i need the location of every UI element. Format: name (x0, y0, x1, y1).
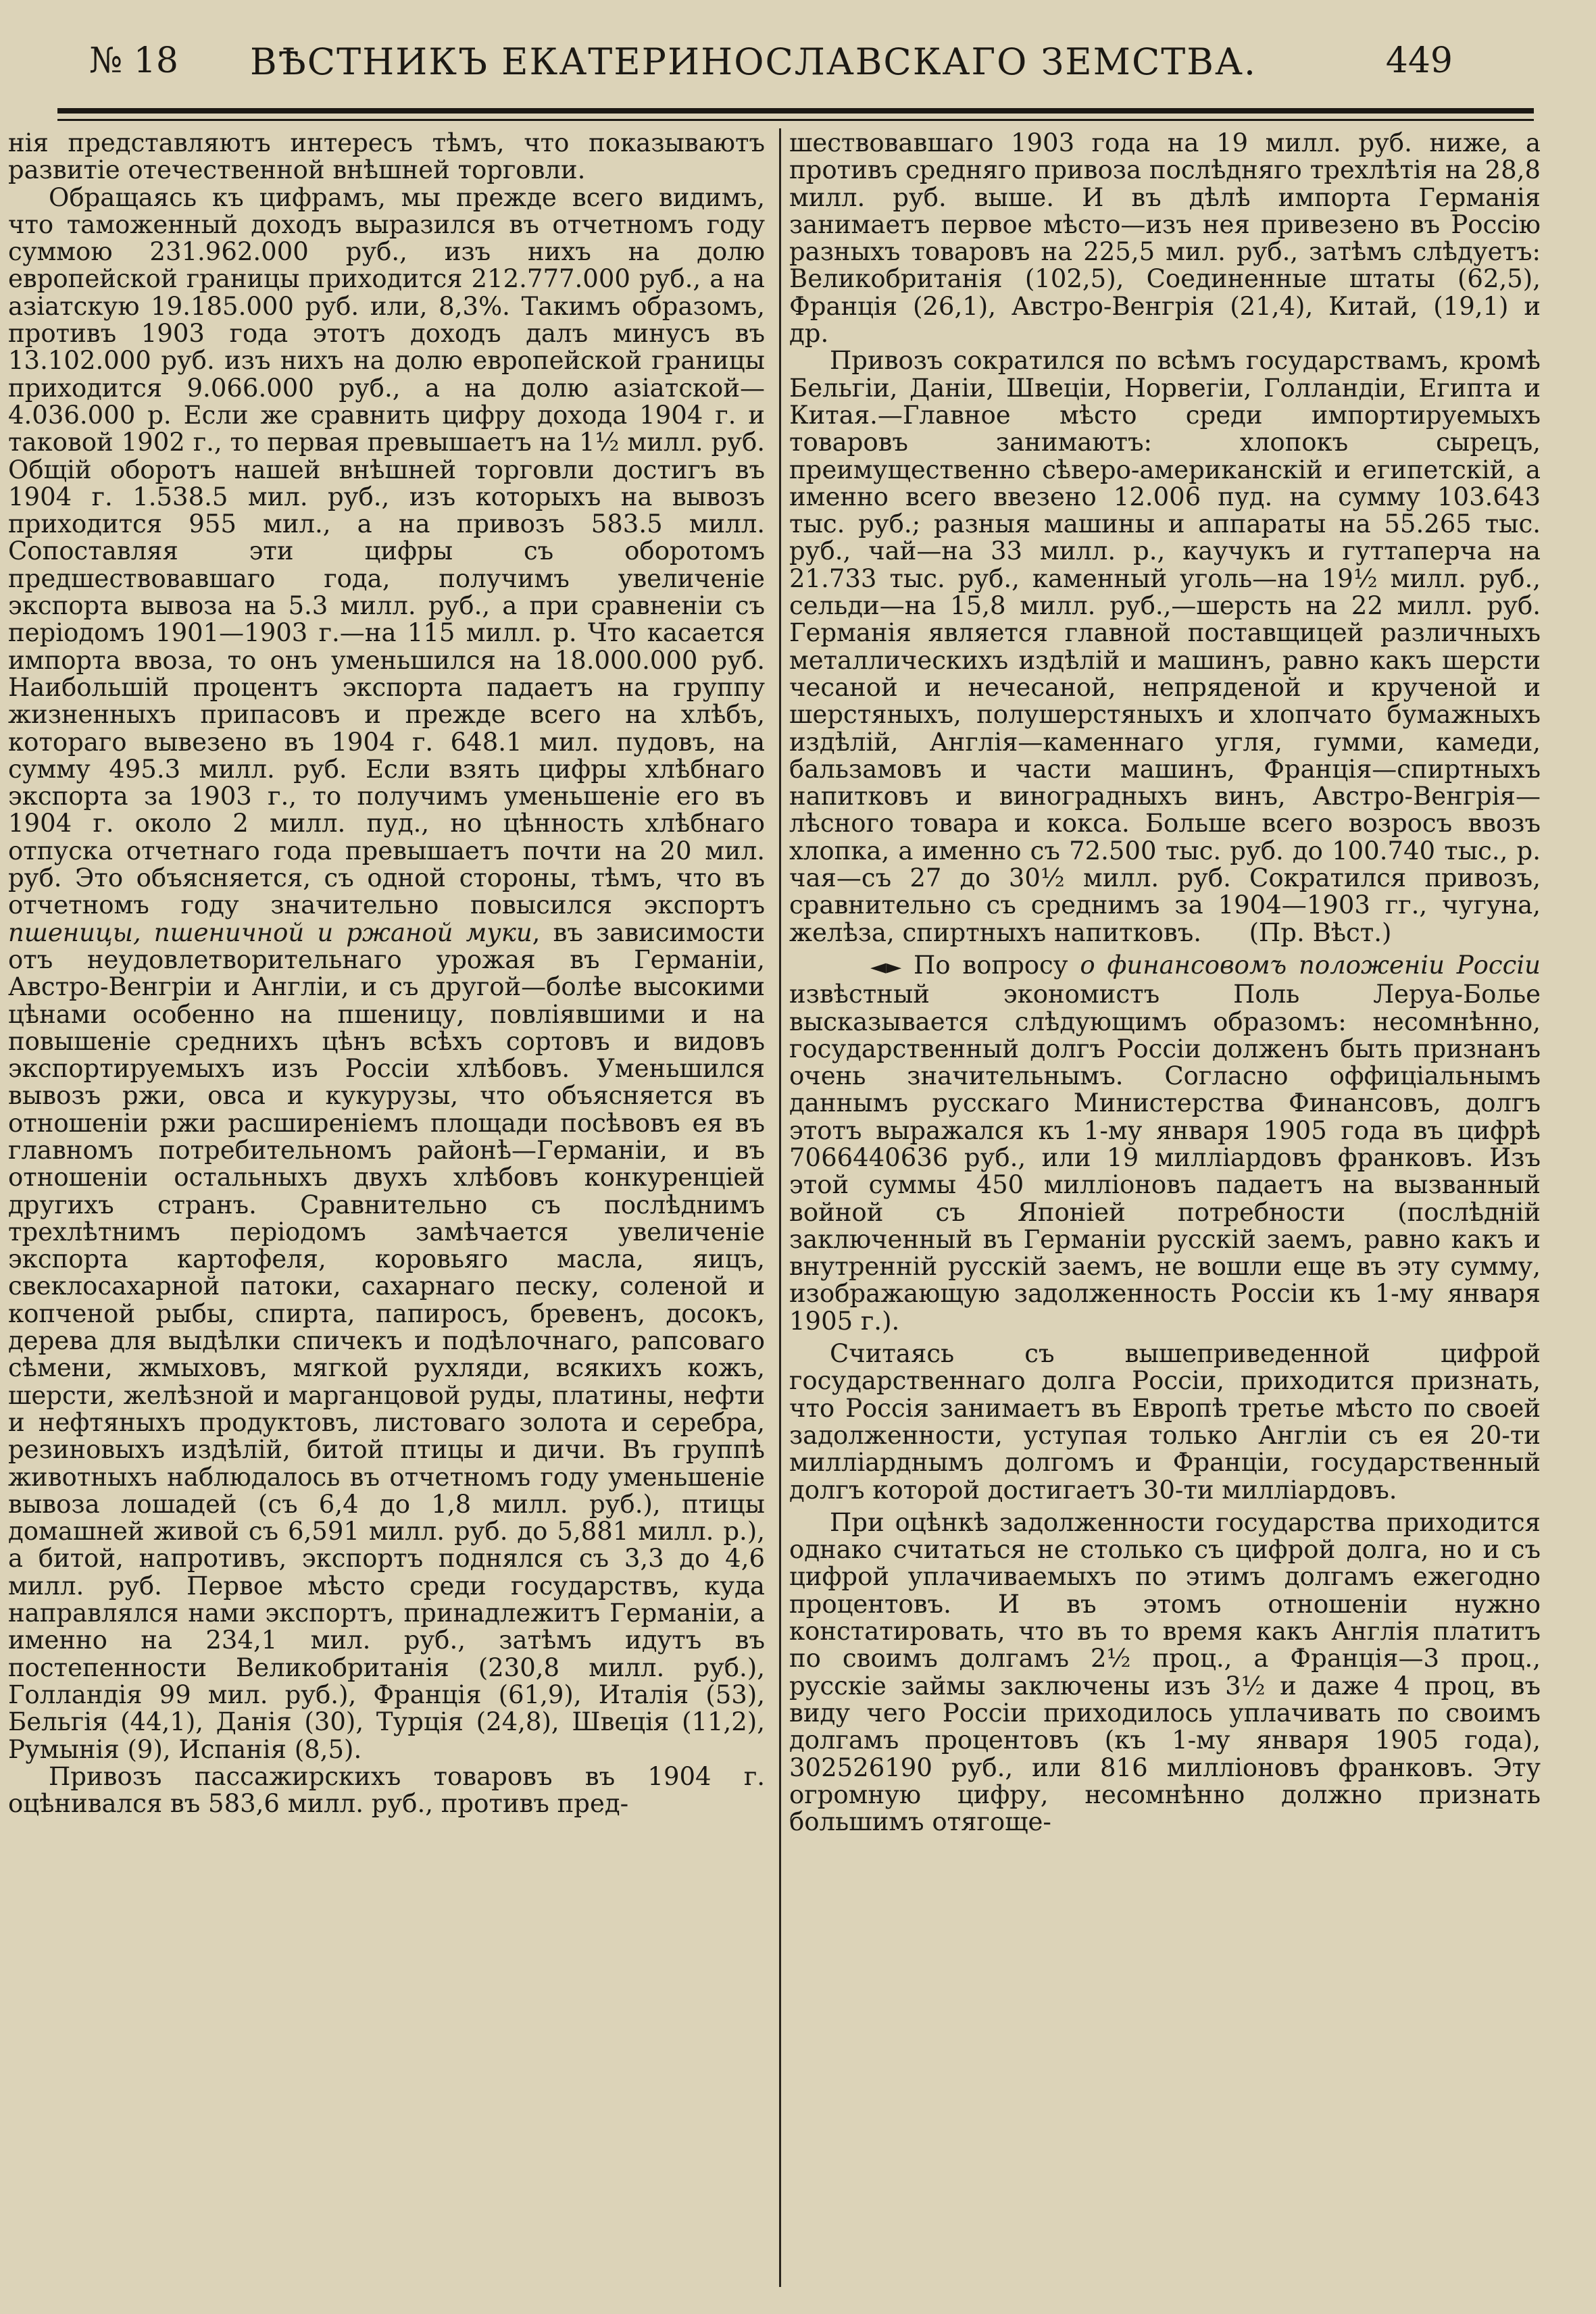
paragraph-imports-decline (789, 347, 1541, 947)
paragraph-debt-rank: Считаясь съ вышеприведенной цифрой государственнаго долга Россіи, приходится признать, что Россія занимаетъ въ Европѣ третье мѣсто по своей задолженности, уступая только Англіи съ ея 20-ти милліарднымъ долгомъ и Франціи, государственный долгъ которой достигаетъ 30-ти милліардовъ. (789, 1339, 1541, 1505)
paragraph-continued: шествовавшаго 1903 года на 19 милл. руб. ниже, а противъ средняго привоза послѣдняго трехлѣтія на 28,8 милл. руб. выше. И въ дѣлѣ импорта Германія занимаетъ первое мѣсто—изъ нея привезено въ Россію разныхъ товаровъ на 225,5 мил. руб., затѣмъ слѣдуетъ: Великобританія (102,5), Соединенные штаты (62,5), Франція (26,1), Австро-Венгрія (21,4), Китай, (19,1) и др. (789, 128, 1541, 349)
left-column (8, 130, 765, 1817)
paragraph-text: , въ зависимости отъ неудовлетворительнаго урожая въ Германіи, Австро-Венгріи и Англіи, и съ другой—болѣе высокими цѣнами особенно на пшеницу, повліявшими и на повышеніе среднихъ цѣнъ всѣхъ сортовъ и видовъ экспортируемыхъ изъ Россіи хлѣбовъ. Уменьшился вывозъ ржи, овса и кукурузы, что объясняется въ отношеніи ржи расширеніемъ площади посѣвовъ ея въ главномъ потребительномъ районѣ—Германіи, и въ отношеніи остальныхъ двухъ хлѣбовъ конкуренціей другихъ странъ. Сравнительно съ послѣднимъ трехлѣтнимъ періодомъ замѣчается увеличеніе экспорта картофеля, коровьяго масла, яицъ, свеклосахарной патоки, сахарнаго песку, соленой и копченой рыбы, спирта, папиросъ, бревенъ, досокъ, дерева для выдѣлки спичекъ и подѣлочнаго, рапсоваго сѣмени, жмыховъ, мягкой рухляди, всякихъ кожъ, шерсти, желѣзной и марганцовой руды, платины, нефти и нефтяныхъ продуктовъ, листоваго золота и серебра, резиновыхъ издѣлій, битой птицы и дичи. Въ группѣ животныхъ наблюдалось въ отчетномъ году уменьшеніе вывоза лошадей (съ 6,4 до 1,8 милл. руб.), птицы домашней живой съ 6,591 милл. руб. до 5,881 милл. р.), а битой, напротивъ, экспортъ поднялся съ 3,3 до 4,6 милл. руб. Первое мѣсто среди государствъ, куда направлялся нами экспортъ, принадлежитъ Германіи, а именно на 234,1 мил. руб., затѣмъ идутъ въ постепенности Великобританія (230,8 милл. руб.), Голландія 99 мил. руб.), Франція (61,9), Италія (53), Бельгія (44,1), Данія (30), Турція (24,8), Швеція (11,2), Румынія (9), Испанія (8,5). (8, 917, 765, 1764)
paragraph-customs-revenue (8, 184, 765, 1763)
column-divider (779, 128, 781, 2287)
paragraph-interest: При оцѣнкѣ задолженности государства приходится однако считаться не столько съ цифрой долга, но и съ цифрой уплачиваемыхъ по этимъ долгамъ ежегодно процентовъ. И въ этомъ отношеніи нужно констатировать, что въ то время какъ Англія платитъ по своимъ долгамъ 2½ проц., а Франція—3 проц., русскіе займы заключены изъ 3½ и даже 4 проц, въ виду чего Россіи приходилось уплачивать по своимъ долгамъ процентовъ (къ 1-му января 1905 года), 302526190 руб., или 816 милліоновъ франковъ. Эту огромную цифру, несомнѣнно должно признать большимъ отягоще- (789, 1507, 1541, 1837)
header-rule-thick (57, 108, 1534, 114)
paragraph-imports: Привозъ пассажирскихъ товаровъ въ 1904 г. оцѣнивался въ 583,6 милл. руб., противъ пред- (8, 1761, 765, 1819)
header-rule-thin (57, 119, 1534, 121)
paragraph-continued: нія представляютъ интересъ тѣмъ, что показываютъ развитіе отечественной внѣшней торговли. (8, 128, 765, 185)
issue-number: № 18 (89, 41, 178, 81)
lead-text: По вопросу (913, 950, 1068, 980)
page-header (47, 34, 1460, 88)
italic-topic: о финансовомъ положеніи Россіи (1080, 950, 1541, 980)
right-column (789, 130, 1541, 1836)
source-signature: (Пр. Вѣст.) (1249, 917, 1392, 947)
section-arrow-icon: ◄► (870, 955, 902, 979)
page-number: 449 (1385, 41, 1453, 81)
paragraph-text: Обращаясь къ цифрамъ, мы прежде всего видимъ, что таможенный доходъ выразился въ отчетномъ году суммою 231.962.000 руб., изъ нихъ на долю европейской границы приходится 212.777.000 руб., а на азіатскую 19.185.000 руб. или, 8,3%. Такимъ образомъ, противъ 1903 года этотъ доходъ далъ минусъ въ 13.102.000 руб. изъ нихъ на долю европейской границы приходится 9.066.000 руб., а на долю азіатской—4.036.000 р. Если же сравнить цифру дохода 1904 г. и таковой 1902 г., то первая превышаетъ на 1½ милл. руб. Общій оборотъ нашей внѣшней торговли достигъ въ 1904 г. 1.538.5 мил. руб., изъ которыхъ на вывозъ приходится 955 мил., а на привозъ 583.5 милл. Сопоставляя эти цифры съ оборотомъ предшествовавшаго года, получимъ увеличеніе экспорта вывоза на 5.3 милл. руб., а при сравненіи съ періодомъ 1901—1903 г.—на 115 милл. р. Что касается импорта ввоза, то онъ уменьшился на 18.000.000 руб. Наибольшій процентъ экспорта падаетъ на группу жизненныхъ припасовъ и прежде всего на хлѣбъ, котораго вывезено въ 1904 г. 648.1 мил. пудовъ, на сумму 495.3 милл. руб. Если взять цифры хлѣбнаго экспорта за 1903 г., то получимъ уменьшеніе его въ 1904 г. около 2 милл. пуд., но цѣнность хлѣбнаго отпуска отчетнаго года превышаетъ почти на 20 мил. руб. Это объясняется, съ одной стороны, тѣмъ, что въ отчетномъ году значительно повысился экспортъ (8, 182, 765, 920)
paragraph-finance-article (789, 952, 1541, 1335)
paragraph-text: извѣстный экономистъ Поль Леруа-Болье высказывается слѣдующимъ образомъ: несомнѣнно, государственный долгъ Россіи долженъ быть признанъ очень значительнымъ. Согласно оффиціальнымъ даннымъ русскаго Министерства Финансовъ, долгъ этотъ выражался къ 1-му января 1905 года въ цифрѣ 7066440636 руб., или 19 милліардовъ франковъ. Изъ этой суммы 450 милліоновъ падаетъ на вызванный войной съ Японіей потребности (послѣдній заключенный въ Германіи русскій заемъ, равно какъ и внутренній русскій заемъ, не вошли еще въ эту сумму, изображающую задолженность Россіи къ 1-му января 1905 г.). (789, 980, 1541, 1336)
paragraph-text: Привозъ сократился по всѣмъ государствамъ, кромѣ Бельгіи, Даніи, Швеціи, Норвегіи, Голландіи, Египта и Китая.—Главное мѣсто среди импортируемыхъ товаровъ занимаютъ: хлопокъ сырецъ, преимущественно сѣверо-американскій и египетскій, а именно всего ввезено 12.006 пуд. на сумму 103.643 тыс. руб.; разныя машины и аппараты на 55.265 тыс. руб., чай—на 33 милл. р., каучукъ и гуттаперча на 21.733 тыс. руб., каменный уголь—на 19½ милл. руб., сельди—на 15,8 милл. руб.,—шерсть на 22 милл. руб. Германія является главной поставщицей различныхъ металлическихъ издѣлій и машинъ, равно какъ шерсти чесаной и нечесаной, непряденой и крученой и шерстяныхъ, полушерстяныхъ и хлопчато бумажныхъ издѣлій, Англія—каменнаго угля, гумми, камеди, бальзамовъ и части машинъ, Франція—спиртныхъ напитковъ и виноградныхъ винъ, Австро-Венгрія—лѣсного товара и кокса. Больше всего возросъ ввозъ хлопка, а именно съ 72.500 тыс. руб. до 100.740 тыс., р. чая—съ 27 до 30½ милл. руб. Сократился привозъ, сравнительно съ среднимъ за 1904—1903 гг., чугуна, желѣза, спиртныхъ напитковъ. (789, 346, 1541, 947)
publication-title: ВѢСТНИКЪ ЕКАТЕРИНОСЛАВСКАГО ЗЕМСТВА. (249, 41, 1257, 83)
italic-phrase-grain: пшеницы, пшеничной и ржаной муки (8, 917, 532, 947)
